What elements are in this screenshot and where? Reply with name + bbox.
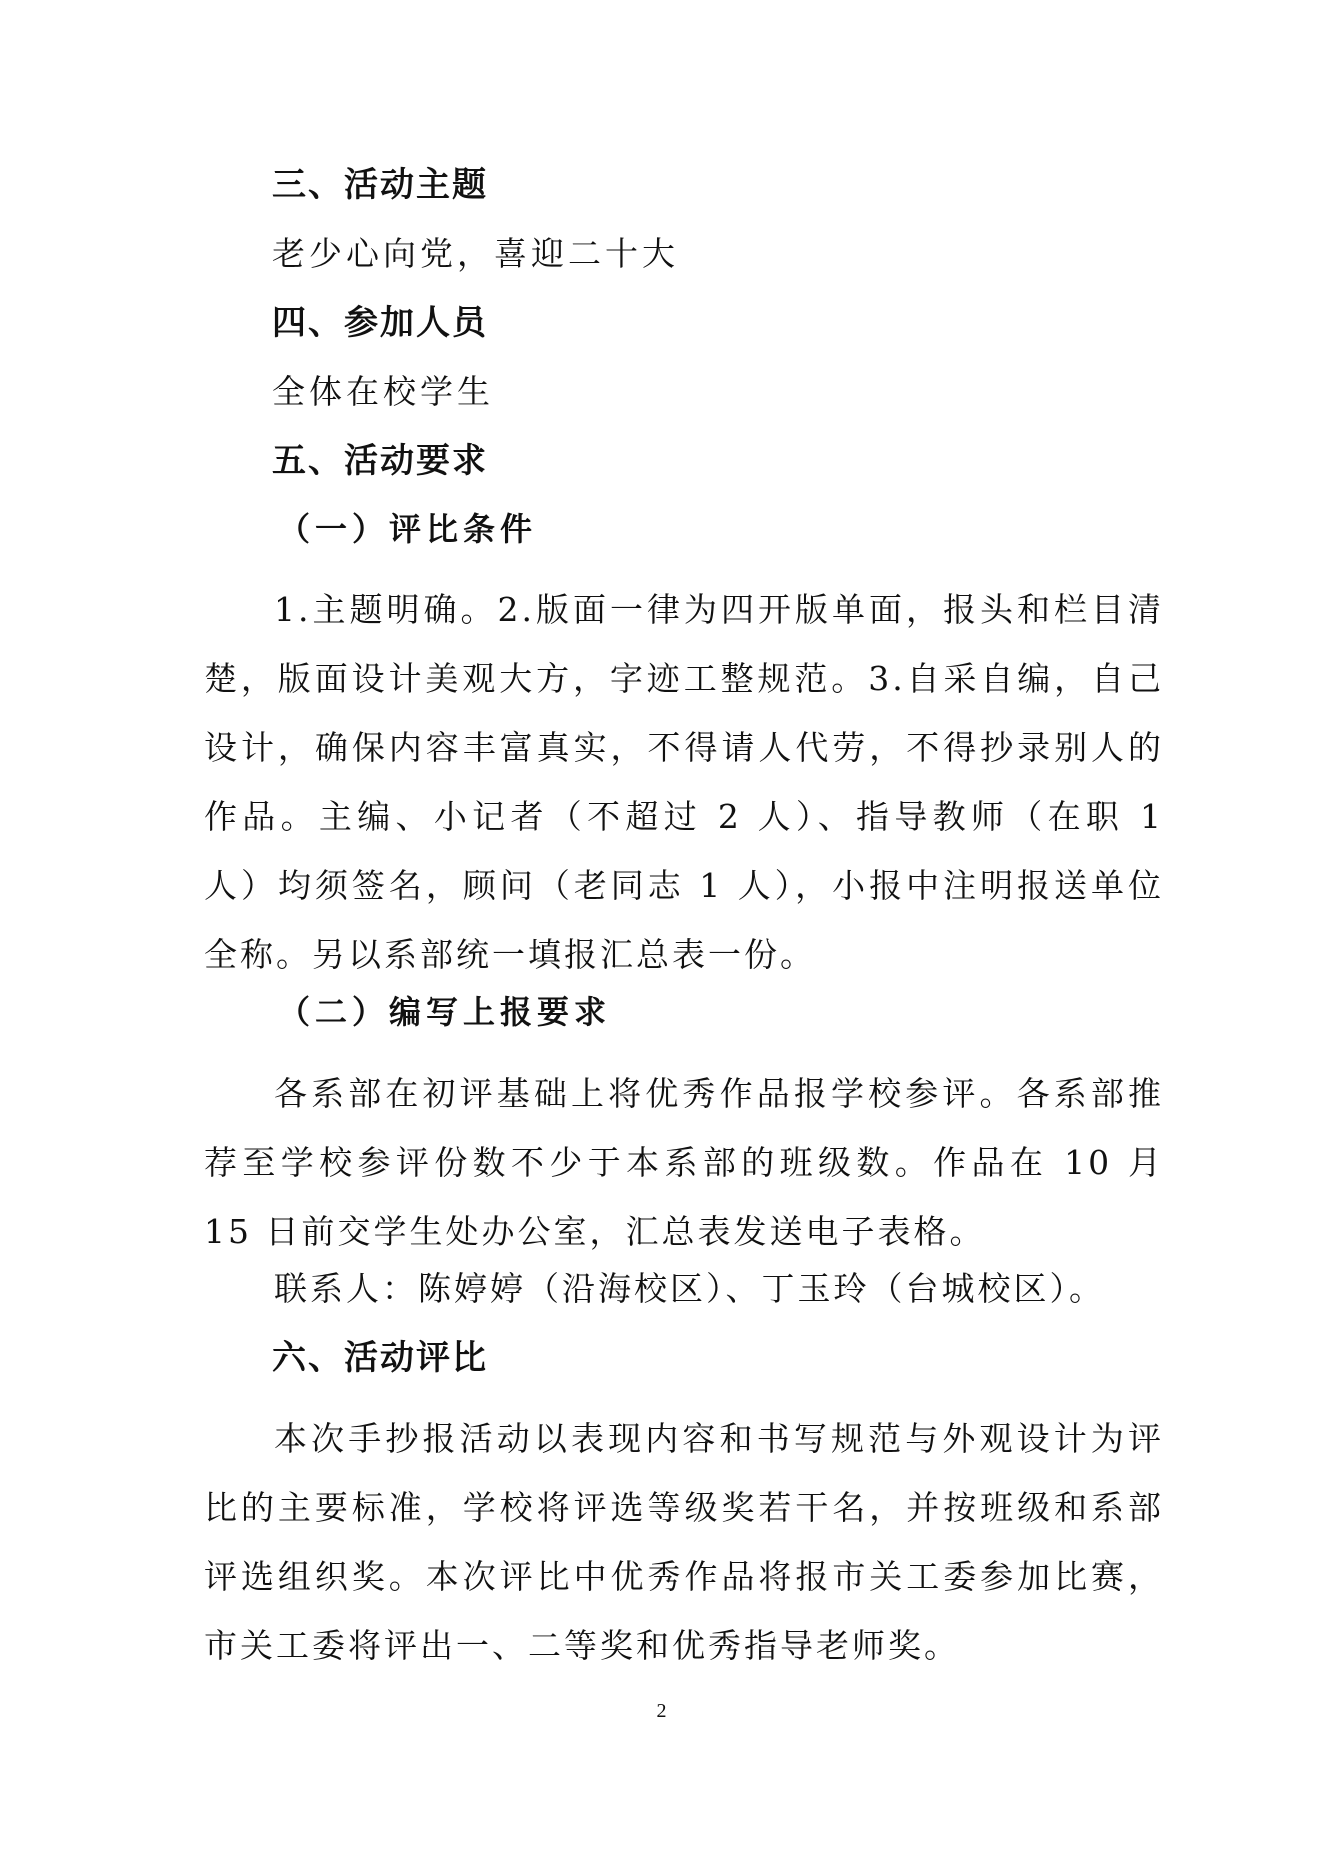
section-4-content: 全体在校学生 [272,372,494,411]
section-6-paragraph: 本次手抄报活动以表现内容和书写规范与外观设计为评比的主要标准，学校将评选等级奖若干名，并按班级和系部评选组织奖。本次评比中优秀作品将报市关工委参加比赛，市关工委将评出一、二等奖和优秀指导老师奖。 [204,1419,1164,1665]
subsection-1-heading: （一）评比条件 [278,510,538,548]
page-number: 2 [656,1700,667,1722]
contact-line: 联系人：陈婷婷（沿海校区）、丁玉玲（台城校区）。 [274,1269,1105,1308]
subsection-2-paragraph: 各系部在初评基础上将优秀作品报学校参评。各系部推荐至学校参评份数不少于本系部的班级数。作品在 10 月 15 日前交学生处办公室，汇总表发送电子表格。 [204,1074,1164,1251]
subsection-1-paragraph: 1.主题明确。2.版面一律为四开版单面，报头和栏目清楚，版面设计美观大方，字迹工整规范。3.自采自编，自己设计，确保内容丰富真实，不得请人代劳，不得抄录别人的作品。主编、小记者（不超过 2 人）、指导教师（在职 1 人）均须签名，顾问（老同志 1 人），小报中注明报送单位全称。另以系部统一填报汇总表一份。 [204,590,1164,974]
section-5-heading: 五、活动要求 [272,441,488,481]
section-3-content: 老少心向党，喜迎二十大 [272,234,679,273]
subsection-2-heading: （二）编写上报要求 [278,993,612,1031]
section-6-heading: 六、活动评比 [272,1338,488,1378]
section-4-heading: 四、参加人员 [272,303,488,343]
section-3-heading: 三、活动主题 [272,165,488,205]
